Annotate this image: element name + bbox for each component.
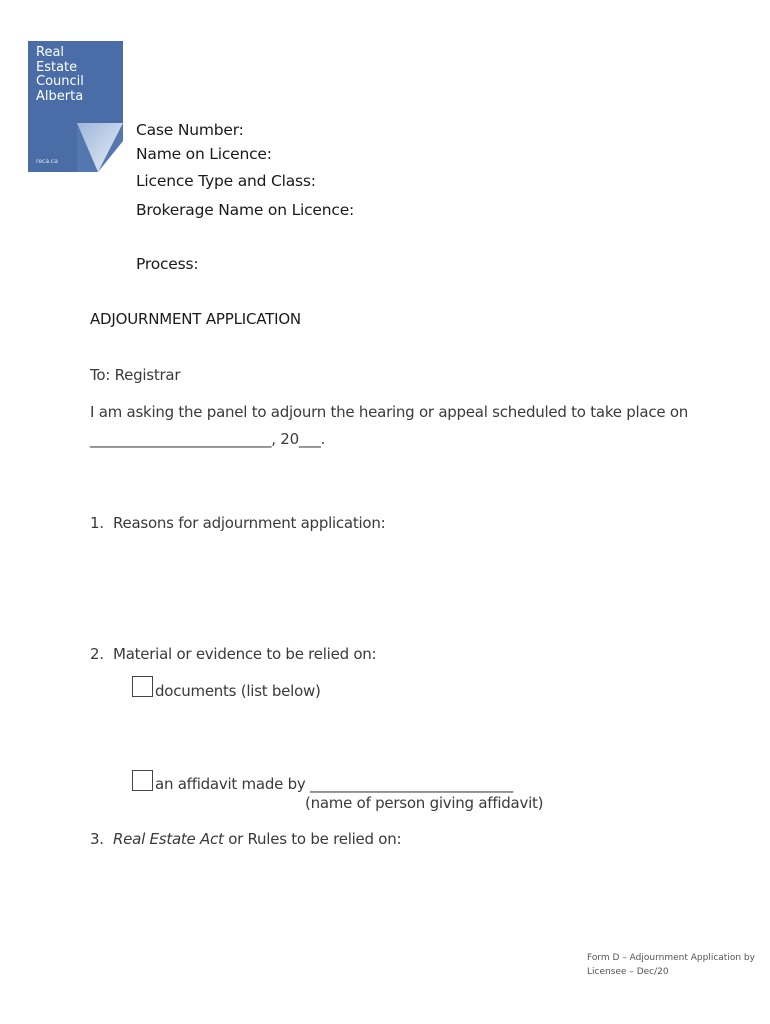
- logo-url: reca.ca: [36, 158, 58, 165]
- hearing-date-line: _________________________, 20___.: [90, 430, 326, 448]
- logo-wordmark: [36, 46, 84, 104]
- affidavit-checkbox[interactable]: [132, 770, 153, 791]
- process-label: Process:: [136, 255, 199, 273]
- form-title: ADJOURNMENT APPLICATION: [90, 310, 301, 328]
- rules-text: or Rules to be relied on:: [223, 830, 402, 848]
- reca-logo: [28, 41, 123, 172]
- form-footer: [587, 951, 755, 979]
- affidavit-caption: (name of person giving affidavit): [305, 794, 544, 812]
- footer-line-1: Form D – Adjournment Application by: [587, 953, 755, 963]
- item-2-material: Material or evidence to be relied on:: [113, 645, 377, 663]
- logo-line-4: Alberta: [36, 88, 84, 104]
- item-1-number: 1.: [90, 514, 104, 532]
- brokerage-name-label: Brokerage Name on Licence:: [136, 201, 355, 219]
- item-2-number: 2.: [90, 645, 104, 663]
- documents-option-label: documents (list below): [155, 682, 321, 700]
- item-3-number: 3.: [90, 830, 104, 848]
- affidavit-option-label: an affidavit made by ____________________________: [155, 775, 514, 793]
- logo-line-1: Real: [36, 45, 65, 60]
- case-number-label: Case Number:: [136, 121, 244, 139]
- to-registrar: To: Registrar: [90, 366, 181, 384]
- request-statement: I am asking the panel to adjourn the hearing or appeal scheduled to take place on: [90, 403, 689, 421]
- item-1-reasons: Reasons for adjournment application:: [113, 514, 386, 532]
- logo-line-3: Council: [36, 74, 84, 89]
- item-3-act-rules: [113, 830, 401, 848]
- name-on-licence-label: Name on Licence:: [136, 145, 272, 163]
- licence-type-label: Licence Type and Class:: [136, 172, 316, 190]
- documents-checkbox[interactable]: [132, 676, 153, 697]
- footer-line-2: Licensee – Dec/20: [587, 967, 669, 977]
- real-estate-act-text: Real Estate Act: [113, 830, 224, 848]
- logo-line-2: Estate: [36, 59, 78, 75]
